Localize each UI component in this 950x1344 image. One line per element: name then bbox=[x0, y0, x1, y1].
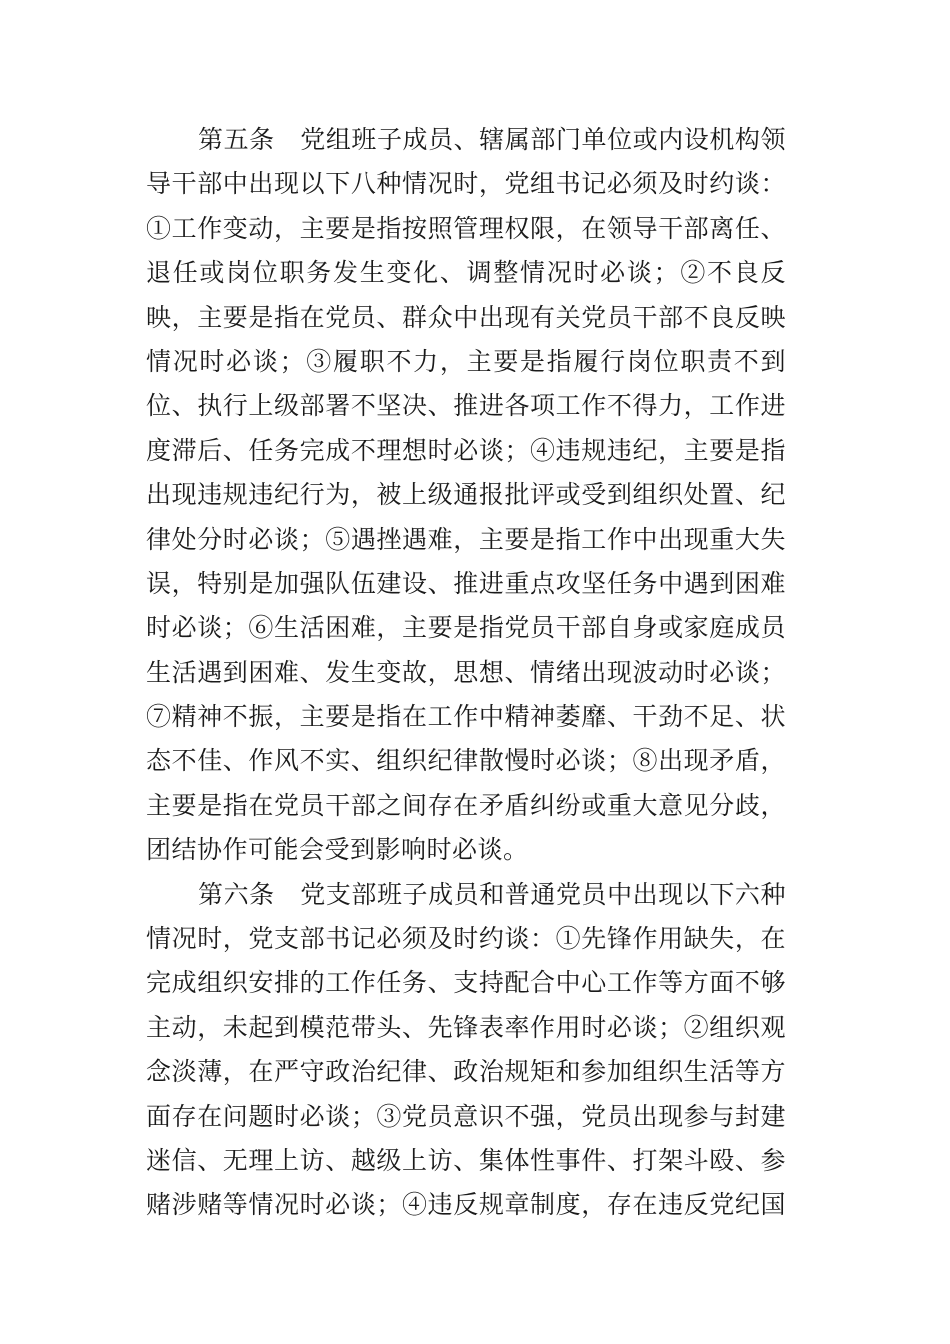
text-line: 导干部中出现以下八种情况时，党组书记必须及时约谈： bbox=[146, 169, 786, 199]
document-body bbox=[146, 118, 786, 1228]
text-line: 退任或岗位职务发生变化、调整情况时必谈；②不良反 bbox=[146, 258, 786, 288]
text-line: 迷信、无理上访、越级上访、集体性事件、打架斗殴、参 bbox=[146, 1145, 786, 1175]
text-line: 误，特别是加强队伍建设、推进重点攻坚任务中遇到困难 bbox=[146, 568, 786, 598]
article-6-heading-line: 第六条 党支部班子成员和普通党员中出现以下六种 bbox=[198, 879, 786, 909]
text-line: 情况时，党支部书记必须及时约谈：①先锋作用缺失，在 bbox=[146, 924, 786, 954]
text-line: 面存在问题时必谈；③党员意识不强，党员出现参与封建 bbox=[146, 1101, 786, 1131]
text-line: ①工作变动，主要是指按照管理权限，在领导干部离任、 bbox=[146, 213, 786, 243]
text-line: 情况时必谈；③履职不力，主要是指履行岗位职责不到 bbox=[146, 346, 786, 376]
text-line: 主要是指在党员干部之间存在矛盾纠纷或重大意见分歧， bbox=[146, 790, 786, 820]
text-line: 律处分时必谈；⑤遇挫遇难，主要是指工作中出现重大失 bbox=[146, 524, 786, 554]
text-line: 位、执行上级部署不坚决、推进各项工作不得力，工作进 bbox=[146, 391, 786, 421]
text-line: 完成组织安排的工作任务、支持配合中心工作等方面不够 bbox=[146, 968, 786, 998]
text-line: 生活遇到困难、发生变故，思想、情绪出现波动时必谈； bbox=[146, 657, 786, 687]
text-line: 度滞后、任务完成不理想时必谈；④违规违纪，主要是指 bbox=[146, 435, 786, 465]
text-line: 念淡薄，在严守政治纪律、政治规矩和参加组织生活等方 bbox=[146, 1057, 786, 1087]
article-5-heading-line: 第五条 党组班子成员、辖属部门单位或内设机构领 bbox=[198, 125, 786, 154]
paragraph-end-line: 团结协作可能会受到影响时必谈。 bbox=[146, 835, 529, 865]
text-line: 主动，未起到模范带头、先锋表率作用时必谈；②组织观 bbox=[146, 1012, 786, 1042]
text-line: 出现违规违纪行为，被上级通报批评或受到组织处置、纪 bbox=[146, 480, 786, 510]
text-line: 映，主要是指在党员、群众中出现有关党员干部不良反映 bbox=[146, 302, 786, 332]
text-line: 时必谈；⑥生活困难，主要是指党员干部自身或家庭成员 bbox=[146, 613, 786, 643]
text-line: ⑦精神不振，主要是指在工作中精神萎靡、干劲不足、状 bbox=[146, 702, 786, 732]
text-line: 态不佳、作风不实、组织纪律散慢时必谈；⑧出现矛盾， bbox=[146, 746, 786, 776]
text-line: 赌涉赌等情况时必谈；④违反规章制度，存在违反党纪国 bbox=[146, 1190, 786, 1220]
